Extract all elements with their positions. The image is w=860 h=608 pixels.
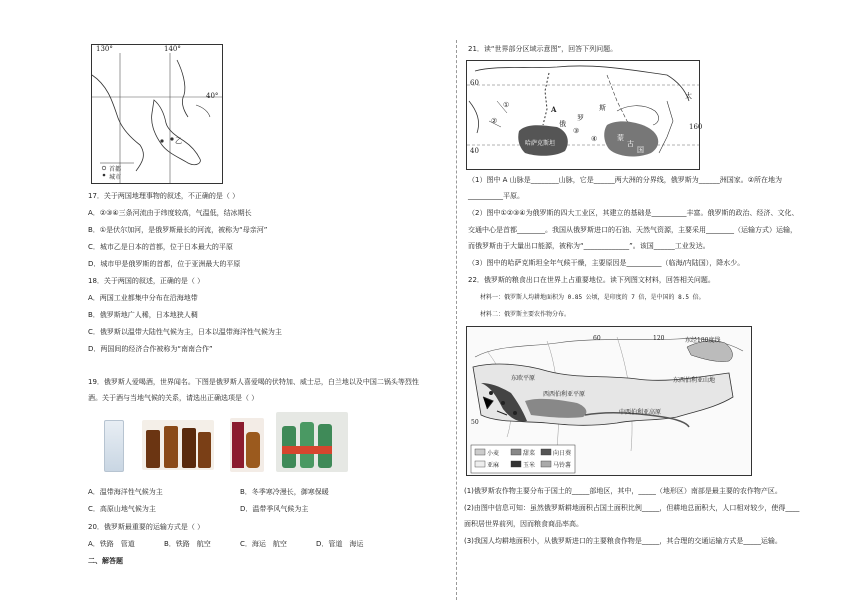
map2-mongolia-char-3: 国 — [637, 146, 644, 154]
latitude-40-label: 40° — [206, 92, 219, 100]
q21-part2-line3: 而俄罗斯由于大量出口能源，被称为“_____________”。该国______工业发达。 — [468, 242, 710, 250]
q20-option-b: B．铁路 航空 — [164, 540, 211, 548]
brandy-bottle-image — [230, 418, 264, 472]
map3-lon-60-label: 60 — [593, 335, 601, 342]
map2-region-4-label: ④ — [591, 135, 598, 143]
map2-mountain-a-label: A — [551, 105, 557, 114]
russia-crops-map — [466, 326, 752, 476]
q17-option-d: D．城市甲是俄罗斯的首都，位于亚洲最大的平原 — [88, 260, 241, 268]
legend-potato: 马铃薯 — [553, 462, 572, 469]
q21-part1-line2: __________平原。 — [468, 192, 524, 200]
q19-option-c: C．高原山地气候为主 — [88, 505, 156, 513]
map2-region-2-label: ② — [491, 117, 498, 125]
right-column — [462, 0, 832, 608]
q18-option-c: C．俄罗斯以温带大陆性气候为主，日本以温带海洋性气候为主 — [88, 328, 282, 336]
city-yi-label: 乙 — [175, 137, 182, 145]
q19-line2: 酒。关于酒与当地气候的关系，请选出正确选项是（ ） — [88, 394, 259, 402]
map2-russia-char-3: 斯 — [599, 104, 606, 112]
q22-part2-line1: (2)由图中信息可知：虽然俄罗斯耕地面积占国土面积比例_____，但耕地总面积大，人口相对较少，使得____ — [464, 504, 800, 512]
russia-japan-map-drawing — [92, 45, 222, 183]
q22-part3: (3)我国人均耕地面积小，从俄罗斯进口的主要粮食作物是_____，其合理的交通运输方式是_____运输。 — [464, 537, 782, 545]
q22-part1: (1)俄罗斯农作物主要分布于国土的_____部地区，其中，_____（地形区）南部是最主要的农作物产区。 — [464, 487, 782, 495]
q21-stem: 21．读“世界部分区域示意图”，回答下列问题。 — [468, 45, 618, 53]
q20-option-a: A．铁路 管道 — [88, 540, 135, 548]
section-heading: 二、解答题 — [88, 557, 123, 565]
world-region-map — [466, 60, 703, 170]
map3-east-180-label: 东经180度线 — [685, 337, 721, 344]
q22-material-2: 材料二：俄罗斯主要农作物分布。 — [480, 311, 571, 318]
q19-option-a: A．温带海洋性气候为主 — [88, 488, 163, 496]
q19-option-b: B．冬季寒冷漫长，御寒保暖 — [240, 488, 329, 496]
q19-option-d: D．温带季风气候为主 — [240, 505, 309, 513]
map2-mongolia-char-2: 古 — [627, 140, 634, 148]
map2-russia-char-2: 罗 — [577, 114, 584, 122]
map2-region-1-label: ① — [503, 101, 510, 109]
longitude-130-label: 130° — [96, 45, 113, 53]
legend-corn: 玉米 — [523, 462, 536, 469]
map2-kazakhstan-label: 哈萨克斯坦 — [525, 140, 556, 147]
map2-russia-char-1: 俄 — [559, 120, 566, 128]
q18-option-b: B．俄罗斯地广人稀，日本地狭人稠 — [88, 311, 198, 319]
q20-stem: 20．俄罗斯最重要的运输方式是（ ） — [88, 523, 205, 531]
q21-part2-line2: 交通中心是首都________。我国从俄罗斯进口的石油、天然气资源，主要采用________（运输方式）运输， — [468, 226, 797, 234]
q18-stem: 18．关于两国的叙述，正确的是（ ） — [88, 277, 205, 285]
q17-option-c: C．城市乙是日本的首都，位于日本最大的平原 — [88, 243, 233, 251]
map2-lat-60-label: 60 — [470, 79, 479, 87]
q22-material-1: 材料一：俄罗斯人均耕地面积为 0.85 公顷，是印度的 7 倍，是中国的 8.5 倍。 — [480, 294, 705, 301]
vodka-bottle-image — [104, 420, 124, 472]
map3-lat-50-label: 50 — [471, 419, 479, 426]
russia-crops-map-drawing — [467, 327, 751, 475]
map3-east-siberian-mountains-label: 东西伯利亚山地 — [673, 377, 716, 384]
map3-west-siberian-plain-label: 西西伯利亚平原 — [543, 391, 586, 398]
q21-part2-line1: （2）图中①②③④为俄罗斯的四大工业区，其建立的基础是__________丰富。俄罗斯的政治、经济、文化、 — [468, 209, 799, 217]
q20-option-d: D．管道 海运 — [316, 540, 364, 548]
longitude-140-label: 140° — [164, 45, 181, 53]
legend-beet: 甜菜 — [523, 450, 536, 457]
q18-option-a: A．两国工业都集中分布在沿海地带 — [88, 294, 198, 302]
legend-sunflower: 向日葵 — [553, 450, 572, 457]
q21-part3: （3）图中的哈萨克斯坦全年气候干燥，主要原因是__________（临海/内陆国），降水少。 — [468, 259, 745, 267]
map3-central-siberian-plateau-label: 中西伯利亚高原 — [619, 409, 662, 416]
map2-lat-40-label: 40 — [470, 147, 479, 155]
q21-part1-line1: （1）图中 A 山脉是________山脉，它是______两大洲的分界线，俄罗斯为______洲国家。②所在地为 — [468, 176, 782, 184]
legend-wheat: 小麦 — [487, 450, 500, 457]
map2-lon-160-label: 160 — [689, 123, 703, 131]
map3-lon-120-label: 120 — [653, 335, 665, 342]
erguotou-bottles-image — [276, 412, 348, 472]
q18-option-d: D．两国间的经济合作被称为“南南合作” — [88, 345, 213, 353]
legend-flax: 亚麻 — [487, 462, 500, 469]
map2-region-3-label: ③ — [573, 127, 580, 135]
russia-japan-map — [91, 44, 223, 184]
map2-ocean-label: 太 — [685, 92, 692, 100]
whisky-bottles-image — [142, 420, 214, 470]
q22-stem: 22．俄罗斯的粮食出口在世界上占重要地位。读下列图文材料，回答相关问题。 — [468, 276, 715, 284]
q19-line1: 19．俄罗斯人爱喝酒，世界闻名。下图是俄罗斯人喜爱喝的伏特加、威士忌，白兰地以及中国二锅头等烈性 — [88, 378, 419, 386]
q20-option-c: C．海运 航空 — [240, 540, 287, 548]
column-divider — [456, 40, 457, 600]
legend-city-label: 城市 — [109, 174, 122, 181]
map3-east-european-plain-label: 东欧平原 — [511, 375, 536, 382]
q17-option-a: A．②③④三条河流由于纬度较高，气温低，结冰期长 — [88, 209, 252, 217]
q17-stem: 17．关于两国地理事物的叙述，不正确的是（ ） — [88, 192, 240, 200]
map2-mongolia-char-1: 蒙 — [617, 134, 624, 142]
legend-capital-label: 首都 — [109, 166, 122, 173]
q17-option-b: B．①是伏尔加河，是俄罗斯最长的河流，被称为“母亲河” — [88, 226, 268, 234]
left-column — [88, 0, 450, 608]
q22-part2-line2: 面积居世界前列，因而粮食商品率高。 — [464, 520, 583, 528]
